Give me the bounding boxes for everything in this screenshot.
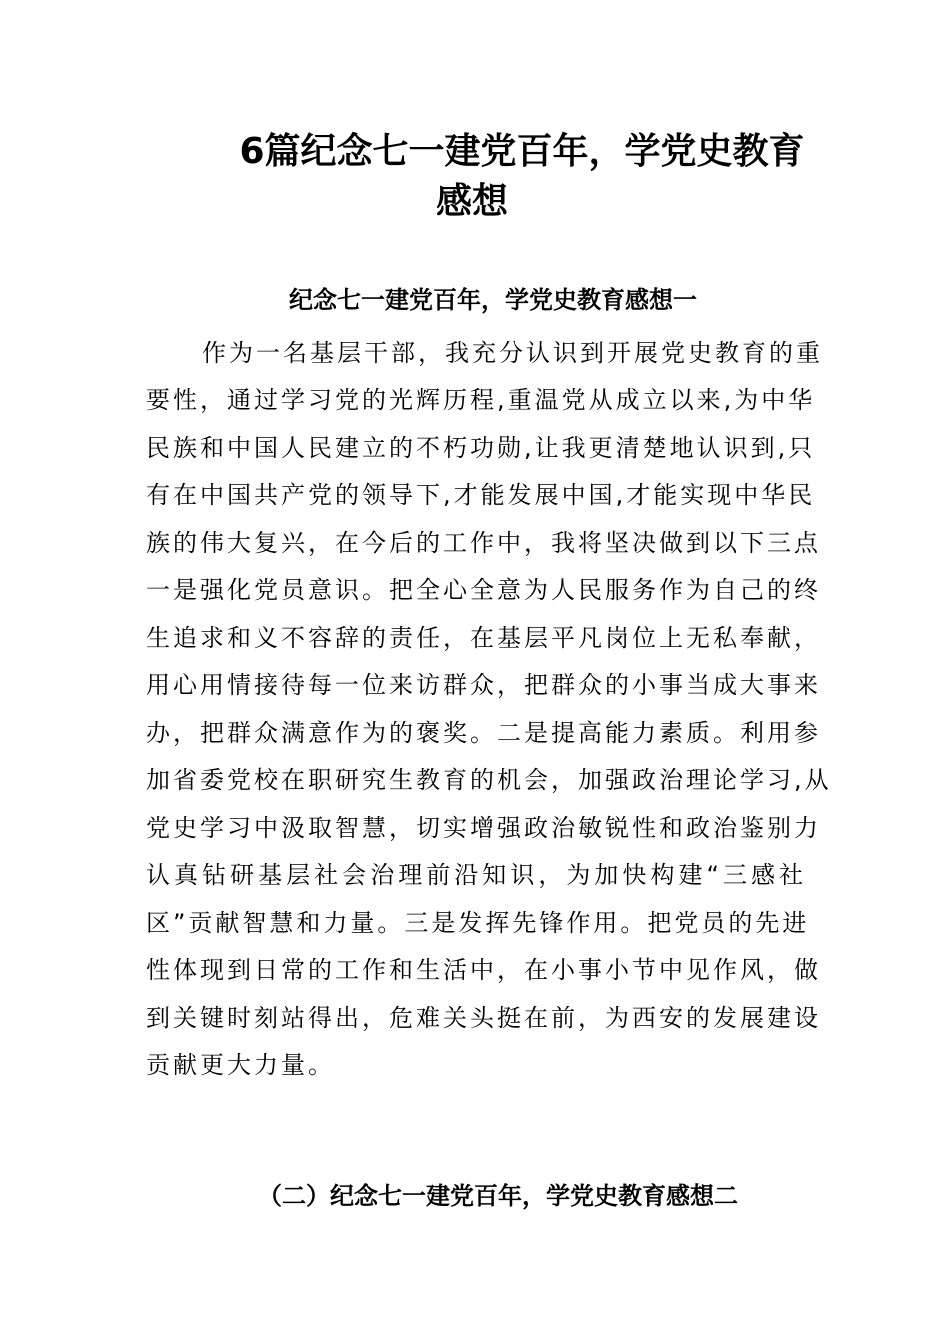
paragraph-line: 生追求和义不容辞的责任，在基层平凡岗位上无私奉献，	[146, 624, 821, 652]
paragraph-line: 到关键时刻站得出，危难关头挺在前，为西安的发展建设	[146, 1004, 821, 1032]
paragraph-line: 贡献更大力量。	[146, 1051, 335, 1079]
paragraph-line: 党史学习中汲取智慧，切实增强政治敏锐性和政治鉴别力	[146, 814, 821, 842]
paragraph-line: 有在中国共产党的领导下,才能发展中国,才能实现中华民	[146, 481, 816, 509]
paragraph-line: 一是强化党员意识。把全心全意为人民服务作为自己的终	[146, 576, 821, 604]
paragraph-line: 用心用情接待每一位来访群众，把群众的小事当成大事来	[146, 671, 821, 699]
section-2-heading: （二）纪念七一建党百年，学党史教育感想二	[258, 1182, 738, 1210]
document-title-line-1: 6篇纪念七一建党百年，学党史教育	[239, 131, 805, 172]
paragraph-line: 性体现到日常的工作和生活中，在小事小节中见作风，做	[146, 956, 821, 984]
paragraph-line: 族的伟大复兴，在今后的工作中，我将坚决做到以下三点	[146, 529, 821, 557]
paragraph-line: 要性，通过学习党的光辉历程,重温党从成立以来,为中华	[146, 386, 816, 414]
paragraph-line: 认真钻研基层社会治理前沿知识，为加快构建“三感社	[146, 861, 806, 889]
paragraph-line: 办，把群众满意作为的褒奖。二是提高能力素质。利用参	[146, 719, 821, 747]
paragraph-line: 加省委党校在职研究生教育的机会，加强政治理论学习,从	[146, 766, 832, 794]
document-title-line-2: 感想	[435, 181, 508, 222]
section-1-heading: 纪念七一建党百年，学党史教育感想一	[289, 286, 697, 314]
paragraph-line: 区”贡献智慧和力量。三是发挥先锋作用。把党员的先进	[146, 909, 810, 937]
paragraph-line: 作为一名基层干部，我充分认识到开展党史教育的重	[202, 339, 823, 367]
paragraph-line: 民族和中国人民建立的不朽功勋,让我更清楚地认识到,只	[146, 434, 816, 462]
